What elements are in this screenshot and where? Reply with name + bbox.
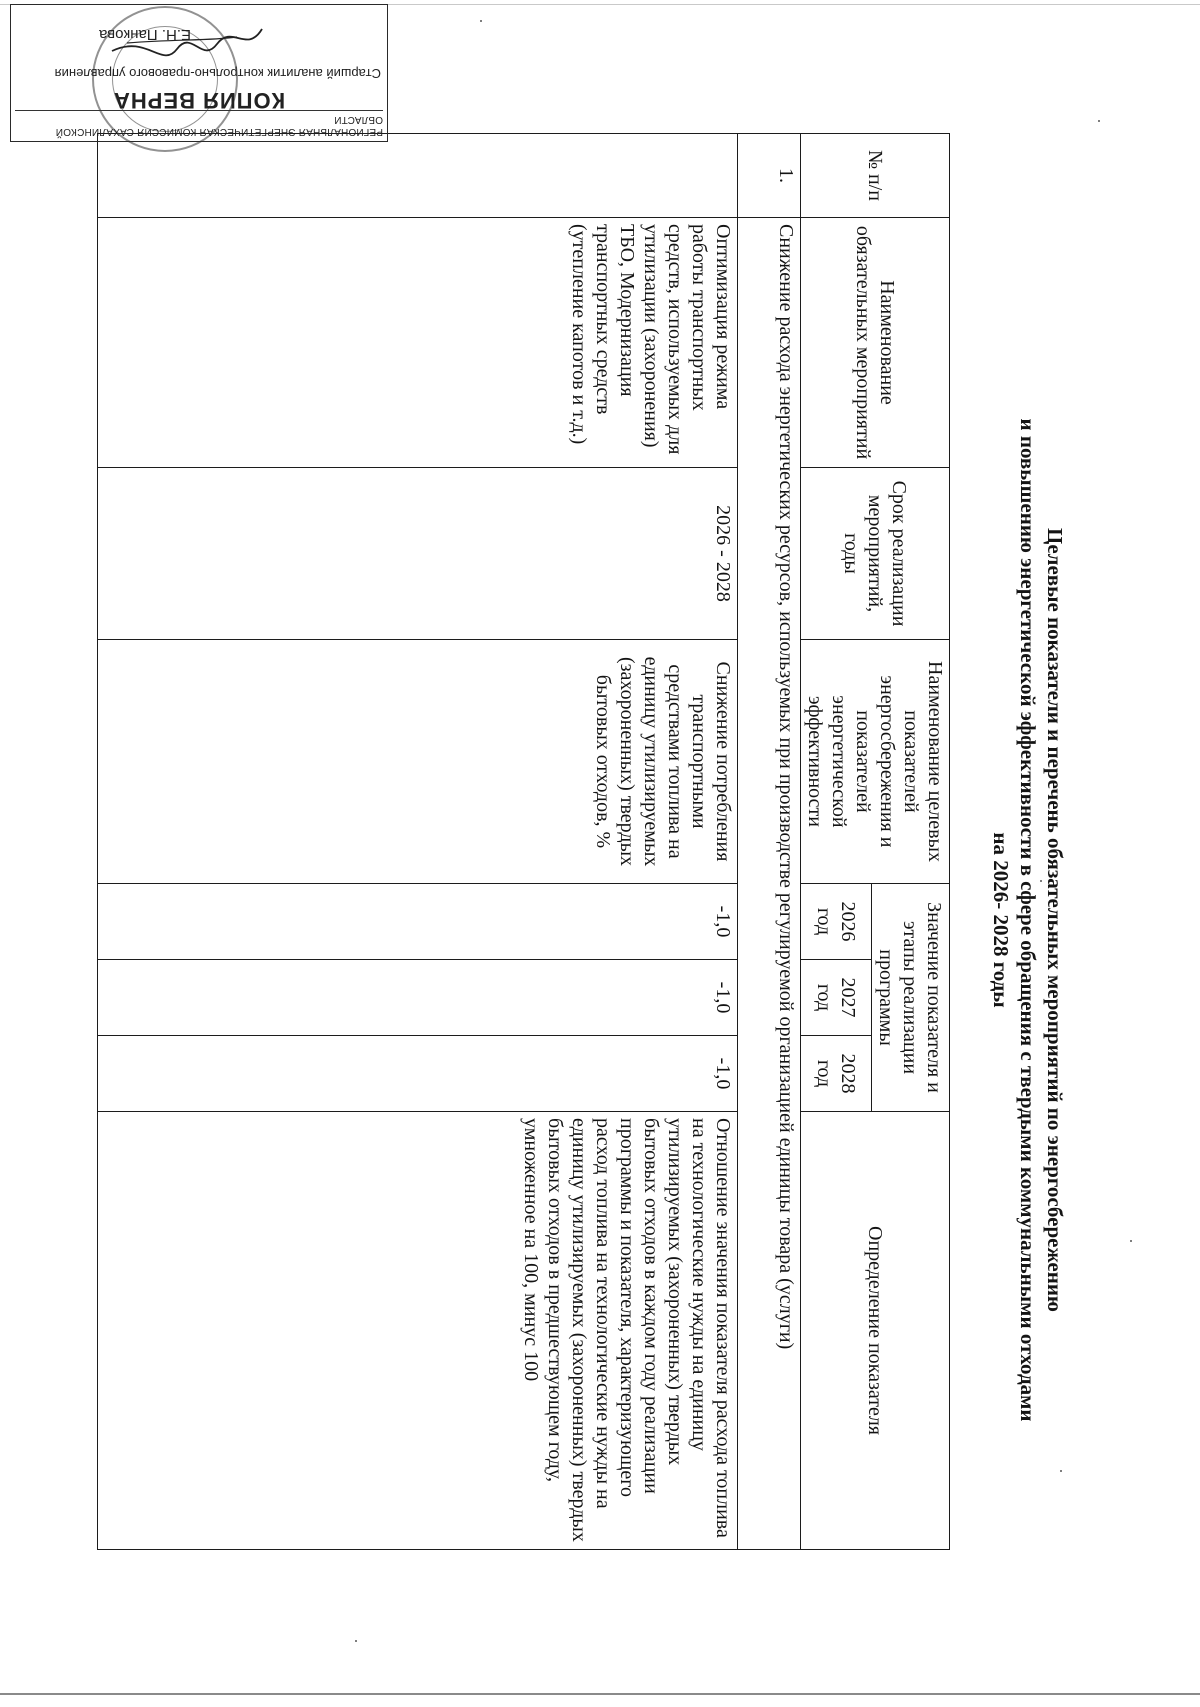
header-term: Срок реализации мероприятий, годы xyxy=(801,468,950,640)
stamp-signer-name: Е.Н. Панкова xyxy=(99,26,191,43)
table-row xyxy=(98,134,738,1550)
measures-table xyxy=(97,133,950,1550)
section-number: 1. xyxy=(738,134,801,218)
document-title-line-1: Целевые показатели и перечень обязательных мероприятий по энергосбережению xyxy=(1043,528,1067,1312)
stamp-position: Старший аналитик контрольно-правового управления xyxy=(54,66,381,81)
header-measure-name: Наименование обязательных мероприятий xyxy=(801,218,950,468)
header-values-group: Значение показателя и этапы реализации программы xyxy=(871,884,949,1112)
stamp-copy-label: КОПИЯ ВЕРНА xyxy=(112,88,286,113)
document-title-line-2: и повышению энергетической эффективности в сфере обращения с твердыми коммунальными отходами xyxy=(1016,418,1040,1422)
row-value-2028: -1,0 xyxy=(98,1036,738,1112)
section-title: Снижение расхода энергетических ресурсов, используемых при производстве регулируемой организацией единицы товара (услуги) xyxy=(738,218,801,1550)
header-year-2028: 2028 год xyxy=(801,1036,872,1112)
row-indicator: Снижение потребления транспортными средствами топлива на единицу утилизируемых (захороненных) твердых бытовых отходов, % xyxy=(98,640,738,884)
table-header-row xyxy=(871,134,949,1550)
header-num: № п/п xyxy=(801,134,950,218)
row-definition: Отношение значения показателя расхода топлива на технологические нужды на единицу утилизируемых (захороненных) твердых бытовых отходов в каждом году реализации программы и показателя, характеризующего расход топлива на технологические нужды на единицу утилизируемых (захороненных) твердых бытовых отходов в предшествующем году, умноженное на 100, минус 100 xyxy=(98,1112,738,1550)
document-title-line-3: на 2026- 2028 годы xyxy=(989,832,1013,1008)
header-year-2026: 2026 год xyxy=(801,884,872,960)
row-value-2026: -1,0 xyxy=(98,884,738,960)
header-definition: Определение показателя xyxy=(801,1112,950,1550)
header-year-2027: 2027 год xyxy=(801,960,872,1036)
section-row xyxy=(738,134,801,1550)
stamp-organization: РЕГИОНАЛЬНАЯ ЭНЕРГЕТИЧЕСКАЯ КОМИССИЯ САХАЛИНСКОЙ ОБЛАСТИ xyxy=(15,110,383,137)
row-term: 2026 - 2028 xyxy=(98,468,738,640)
header-indicator: Наименование целевых показателей энергосбережения и показателей энергетической эффективности xyxy=(801,640,950,884)
copy-stamp-box xyxy=(10,4,388,142)
row-value-2027: -1,0 xyxy=(98,960,738,1036)
row-measure-name: Оптимизация режима работы транспортных средств, используемых для утилизации (захоронения) ТБО, Модернизация транспортных средств (утепление капотов и т.д.) xyxy=(98,218,738,468)
